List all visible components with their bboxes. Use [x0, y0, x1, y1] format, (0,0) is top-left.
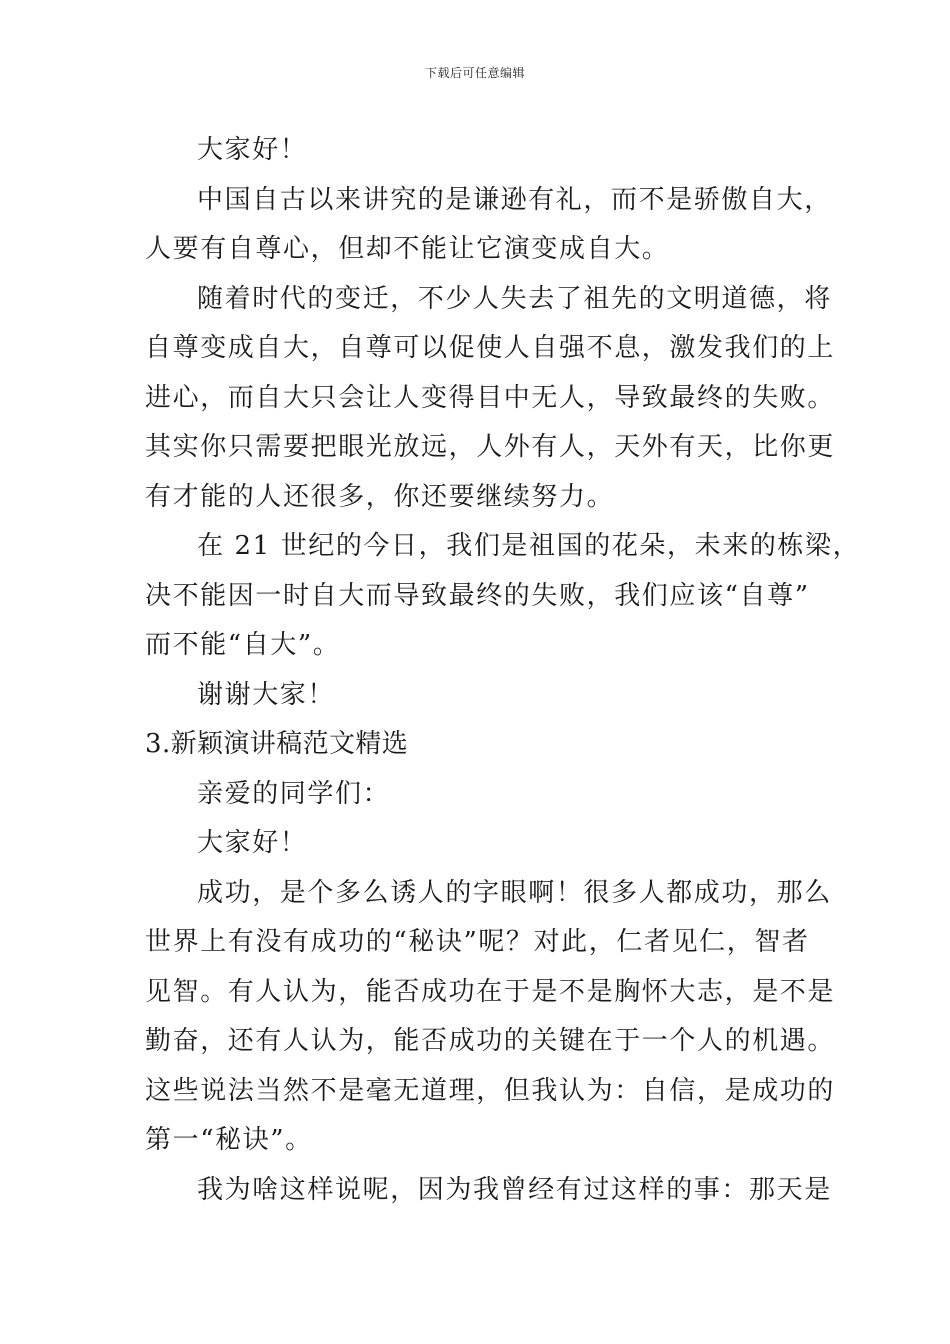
text-line: 决不能因一时自大而导致最终的失败，我们应该“自尊” [145, 580, 810, 611]
text-line: 进心，而自大只会让人变得目中无人，导致最终的失败。 [145, 382, 836, 413]
document-body [145, 126, 861, 1215]
text-line: 而不能“自大”。 [145, 630, 341, 660]
text-line: 我为啥这样说呢，因为我曾经有过这样的事：那天是 [197, 1174, 832, 1205]
text-line: 自尊变成自大，自尊可以促使人自强不息，激发我们的上 [145, 333, 836, 363]
paragraph-closing [145, 671, 807, 721]
paragraph [145, 1166, 832, 1216]
paragraph [145, 522, 861, 671]
text-line: 有才能的人还很多，你还要继续努力。 [145, 481, 615, 512]
text-line: 亲爱的同学们： [197, 778, 391, 809]
text-line: 人要有自尊心，但却不能让它演变成自大。 [145, 234, 670, 264]
paragraph [145, 176, 832, 275]
section-heading-text: 3.新颖演讲稿范文精选 [145, 729, 409, 759]
text-line: 世界上有没有成功的“秘诀”呢？对此，仁者见仁，智者 [145, 927, 810, 957]
paragraph-greeting [145, 126, 807, 176]
text-line: 中国自古以来讲究的是谦逊有礼，而不是骄傲自大， [197, 184, 832, 215]
paragraph [145, 275, 836, 523]
paragraph-greeting [145, 819, 807, 869]
section-heading [145, 720, 807, 770]
text-line: 在 21 世纪的今日，我们是祖国的花朵，未来的栋梁， [197, 531, 861, 561]
text-line: 第一“秘诀”。 [145, 1125, 313, 1155]
text-line: 大家好！ [197, 828, 308, 858]
text-line: 见智。有人认为，能否成功在于是不是胸怀大志，是不是 [145, 976, 836, 1007]
text-line: 大家好！ [197, 135, 308, 165]
paragraph-salutation [145, 770, 807, 820]
text-line: 这些说法当然不是毫无道理，但我认为：自信，是成功的 [145, 1075, 836, 1106]
text-line: 谢谢大家！ [197, 679, 336, 710]
paragraph [145, 869, 836, 1166]
text-line: 随着时代的变迁，不少人失去了祖先的文明道德，将 [197, 283, 832, 314]
page-header-note: 下载后可任意编辑 [424, 66, 525, 80]
text-line: 勤奋，还有人认为，能否成功的关键在于一个人的机遇。 [145, 1026, 836, 1056]
text-line: 成功，是个多么诱人的字眼啊！很多人都成功，那么 [197, 877, 832, 908]
text-line: 其实你只需要把眼光放远，人外有人，天外有天，比你更 [145, 432, 836, 462]
